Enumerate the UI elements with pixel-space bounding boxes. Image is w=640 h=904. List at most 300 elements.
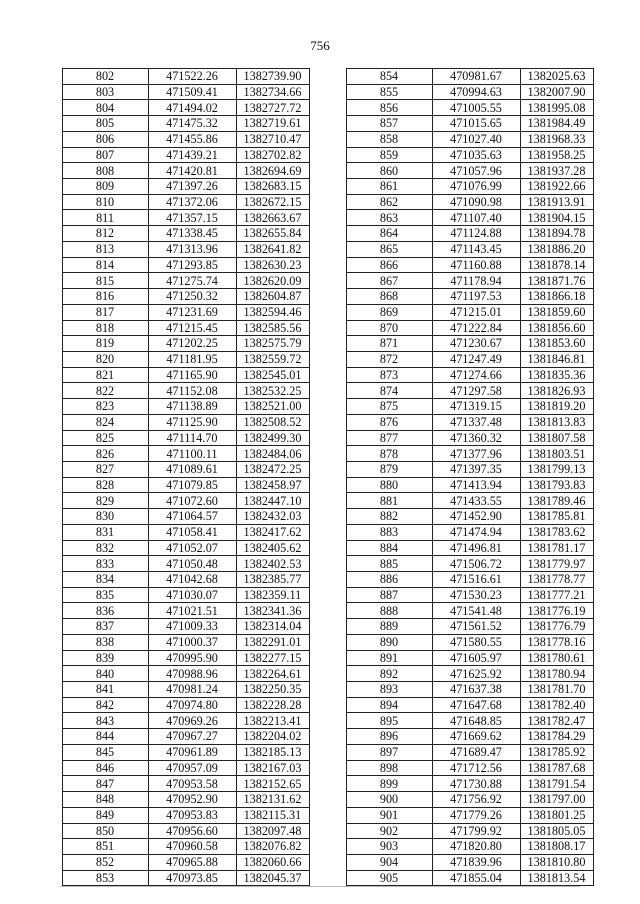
x-coordinate-cell: 471337.48 bbox=[433, 414, 521, 430]
table-row bbox=[347, 147, 594, 163]
y-coordinate-cell: 1381810.80 bbox=[521, 854, 594, 870]
table-row bbox=[63, 367, 310, 383]
y-coordinate-cell: 1381878.14 bbox=[521, 257, 594, 273]
y-coordinate-cell: 1382702.82 bbox=[237, 147, 310, 163]
x-coordinate-cell: 471138.89 bbox=[149, 399, 237, 415]
table-row bbox=[347, 430, 594, 446]
y-coordinate-cell: 1381777.21 bbox=[521, 587, 594, 603]
y-coordinate-cell: 1382385.77 bbox=[237, 572, 310, 588]
table-row bbox=[347, 619, 594, 635]
x-coordinate-cell: 471522.26 bbox=[149, 69, 237, 85]
x-coordinate-cell: 471230.67 bbox=[433, 336, 521, 352]
y-coordinate-cell: 1382314.04 bbox=[237, 619, 310, 635]
table-row bbox=[347, 289, 594, 305]
point-number-cell: 878 bbox=[347, 446, 433, 462]
point-number-cell: 821 bbox=[63, 367, 149, 383]
y-coordinate-cell: 1382185.13 bbox=[237, 744, 310, 760]
x-coordinate-cell: 471297.58 bbox=[433, 383, 521, 399]
point-number-cell: 832 bbox=[63, 540, 149, 556]
point-number-cell: 833 bbox=[63, 556, 149, 572]
point-number-cell: 847 bbox=[63, 776, 149, 792]
point-number-cell: 813 bbox=[63, 241, 149, 257]
y-coordinate-cell: 1381782.47 bbox=[521, 713, 594, 729]
table-row bbox=[63, 100, 310, 116]
y-coordinate-cell: 1382630.23 bbox=[237, 257, 310, 273]
table-row bbox=[347, 572, 594, 588]
table-row bbox=[63, 776, 310, 792]
x-coordinate-cell: 471250.32 bbox=[149, 289, 237, 305]
point-number-cell: 882 bbox=[347, 509, 433, 525]
x-coordinate-cell: 471064.57 bbox=[149, 509, 237, 525]
table-row bbox=[63, 854, 310, 870]
table-row bbox=[347, 273, 594, 289]
x-coordinate-cell: 471076.99 bbox=[433, 179, 521, 195]
point-number-cell: 870 bbox=[347, 320, 433, 336]
y-coordinate-cell: 1382655.84 bbox=[237, 226, 310, 242]
table-row bbox=[63, 839, 310, 855]
table-row bbox=[63, 792, 310, 808]
table-row bbox=[347, 682, 594, 698]
table-row bbox=[63, 807, 310, 823]
table-row bbox=[347, 163, 594, 179]
table-row bbox=[63, 194, 310, 210]
x-coordinate-cell: 470994.63 bbox=[433, 84, 521, 100]
y-coordinate-cell: 1381937.28 bbox=[521, 163, 594, 179]
x-coordinate-cell: 471124.88 bbox=[433, 226, 521, 242]
x-coordinate-cell: 471197.53 bbox=[433, 289, 521, 305]
x-coordinate-cell: 471165.90 bbox=[149, 367, 237, 383]
y-coordinate-cell: 1381835.36 bbox=[521, 367, 594, 383]
point-number-cell: 827 bbox=[63, 461, 149, 477]
x-coordinate-cell: 471009.33 bbox=[149, 619, 237, 635]
table-row bbox=[63, 336, 310, 352]
point-number-cell: 838 bbox=[63, 634, 149, 650]
point-number-cell: 836 bbox=[63, 603, 149, 619]
point-number-cell: 835 bbox=[63, 587, 149, 603]
y-coordinate-cell: 1381856.60 bbox=[521, 320, 594, 336]
y-coordinate-cell: 1382575.79 bbox=[237, 336, 310, 352]
y-coordinate-cell: 1381904.15 bbox=[521, 210, 594, 226]
point-number-cell: 805 bbox=[63, 116, 149, 132]
x-coordinate-cell: 471637.38 bbox=[433, 682, 521, 698]
point-number-cell: 890 bbox=[347, 634, 433, 650]
point-number-cell: 822 bbox=[63, 383, 149, 399]
point-number-cell: 804 bbox=[63, 100, 149, 116]
point-number-cell: 812 bbox=[63, 226, 149, 242]
x-coordinate-cell: 471338.45 bbox=[149, 226, 237, 242]
table-row bbox=[63, 430, 310, 446]
table-row bbox=[63, 572, 310, 588]
y-coordinate-cell: 1382484.06 bbox=[237, 446, 310, 462]
table-row bbox=[347, 823, 594, 839]
table-row bbox=[347, 179, 594, 195]
x-coordinate-cell: 470957.09 bbox=[149, 760, 237, 776]
x-coordinate-cell: 470953.83 bbox=[149, 807, 237, 823]
point-number-cell: 809 bbox=[63, 179, 149, 195]
y-coordinate-cell: 1381913.91 bbox=[521, 194, 594, 210]
point-number-cell: 902 bbox=[347, 823, 433, 839]
y-coordinate-cell: 1382585.56 bbox=[237, 320, 310, 336]
table-row bbox=[347, 603, 594, 619]
y-coordinate-cell: 1381776.79 bbox=[521, 619, 594, 635]
y-coordinate-cell: 1381782.40 bbox=[521, 697, 594, 713]
x-coordinate-cell: 471372.06 bbox=[149, 194, 237, 210]
point-number-cell: 840 bbox=[63, 666, 149, 682]
x-coordinate-cell: 471509.41 bbox=[149, 84, 237, 100]
point-number-cell: 860 bbox=[347, 163, 433, 179]
y-coordinate-cell: 1382521.00 bbox=[237, 399, 310, 415]
y-coordinate-cell: 1382341.36 bbox=[237, 603, 310, 619]
x-coordinate-cell: 471839.96 bbox=[433, 854, 521, 870]
y-coordinate-cell: 1381799.13 bbox=[521, 461, 594, 477]
table-row bbox=[63, 210, 310, 226]
point-number-cell: 846 bbox=[63, 760, 149, 776]
x-coordinate-cell: 471420.81 bbox=[149, 163, 237, 179]
y-coordinate-cell: 1382508.52 bbox=[237, 414, 310, 430]
x-coordinate-cell: 471090.98 bbox=[433, 194, 521, 210]
table-row bbox=[63, 446, 310, 462]
y-coordinate-cell: 1381846.81 bbox=[521, 351, 594, 367]
table-row bbox=[63, 131, 310, 147]
point-number-cell: 866 bbox=[347, 257, 433, 273]
table-row bbox=[347, 792, 594, 808]
table-row bbox=[347, 257, 594, 273]
y-coordinate-cell: 1381779.97 bbox=[521, 556, 594, 572]
point-number-cell: 853 bbox=[63, 870, 149, 886]
table-row bbox=[63, 179, 310, 195]
y-coordinate-cell: 1382458.97 bbox=[237, 477, 310, 493]
y-coordinate-cell: 1382007.90 bbox=[521, 84, 594, 100]
y-coordinate-cell: 1381778.77 bbox=[521, 572, 594, 588]
point-number-cell: 845 bbox=[63, 744, 149, 760]
y-coordinate-cell: 1381781.70 bbox=[521, 682, 594, 698]
x-coordinate-cell: 470981.67 bbox=[433, 69, 521, 85]
table-row bbox=[347, 461, 594, 477]
table-row bbox=[347, 697, 594, 713]
point-number-cell: 811 bbox=[63, 210, 149, 226]
y-coordinate-cell: 1382432.03 bbox=[237, 509, 310, 525]
point-number-cell: 826 bbox=[63, 446, 149, 462]
table-row bbox=[63, 241, 310, 257]
y-coordinate-cell: 1382604.87 bbox=[237, 289, 310, 305]
x-coordinate-cell: 471516.61 bbox=[433, 572, 521, 588]
table-row bbox=[63, 84, 310, 100]
table-row bbox=[63, 477, 310, 493]
x-coordinate-cell: 471357.15 bbox=[149, 210, 237, 226]
y-coordinate-cell: 1381813.54 bbox=[521, 870, 594, 886]
table-row bbox=[63, 540, 310, 556]
table-row bbox=[63, 273, 310, 289]
x-coordinate-cell: 471541.48 bbox=[433, 603, 521, 619]
table-row bbox=[347, 713, 594, 729]
point-number-cell: 879 bbox=[347, 461, 433, 477]
x-coordinate-cell: 471222.84 bbox=[433, 320, 521, 336]
y-coordinate-cell: 1382594.46 bbox=[237, 304, 310, 320]
point-number-cell: 905 bbox=[347, 870, 433, 886]
point-number-cell: 824 bbox=[63, 414, 149, 430]
y-coordinate-cell: 1381793.83 bbox=[521, 477, 594, 493]
x-coordinate-cell: 471712.56 bbox=[433, 760, 521, 776]
point-number-cell: 881 bbox=[347, 493, 433, 509]
y-coordinate-cell: 1382532.25 bbox=[237, 383, 310, 399]
point-number-cell: 900 bbox=[347, 792, 433, 808]
point-number-cell: 901 bbox=[347, 807, 433, 823]
x-coordinate-cell: 471202.25 bbox=[149, 336, 237, 352]
point-number-cell: 817 bbox=[63, 304, 149, 320]
y-coordinate-cell: 1382620.09 bbox=[237, 273, 310, 289]
y-coordinate-cell: 1382499.30 bbox=[237, 430, 310, 446]
table-row bbox=[347, 116, 594, 132]
x-coordinate-cell: 471455.86 bbox=[149, 131, 237, 147]
x-coordinate-cell: 471089.61 bbox=[149, 461, 237, 477]
y-coordinate-cell: 1381984.49 bbox=[521, 116, 594, 132]
y-coordinate-cell: 1382204.02 bbox=[237, 729, 310, 745]
y-coordinate-cell: 1381776.19 bbox=[521, 603, 594, 619]
point-number-cell: 819 bbox=[63, 336, 149, 352]
table-row bbox=[347, 839, 594, 855]
table-row bbox=[63, 729, 310, 745]
x-coordinate-cell: 471756.92 bbox=[433, 792, 521, 808]
point-number-cell: 823 bbox=[63, 399, 149, 415]
table-row bbox=[347, 744, 594, 760]
y-coordinate-cell: 1381787.68 bbox=[521, 760, 594, 776]
point-number-cell: 856 bbox=[347, 100, 433, 116]
y-coordinate-cell: 1382739.90 bbox=[237, 69, 310, 85]
x-coordinate-cell: 471152.08 bbox=[149, 383, 237, 399]
table-row bbox=[347, 524, 594, 540]
y-coordinate-cell: 1382076.82 bbox=[237, 839, 310, 855]
table-row bbox=[347, 336, 594, 352]
x-coordinate-cell: 471413.94 bbox=[433, 477, 521, 493]
y-coordinate-cell: 1382115.31 bbox=[237, 807, 310, 823]
point-number-cell: 886 bbox=[347, 572, 433, 588]
table-row bbox=[347, 351, 594, 367]
table-row bbox=[63, 556, 310, 572]
table-row bbox=[347, 729, 594, 745]
table-row bbox=[347, 320, 594, 336]
point-number-cell: 884 bbox=[347, 540, 433, 556]
point-number-cell: 863 bbox=[347, 210, 433, 226]
x-coordinate-cell: 471027.40 bbox=[433, 131, 521, 147]
x-coordinate-cell: 471160.88 bbox=[433, 257, 521, 273]
x-coordinate-cell: 471072.60 bbox=[149, 493, 237, 509]
point-number-cell: 806 bbox=[63, 131, 149, 147]
point-number-cell: 896 bbox=[347, 729, 433, 745]
y-coordinate-cell: 1382417.62 bbox=[237, 524, 310, 540]
x-coordinate-cell: 471433.55 bbox=[433, 493, 521, 509]
table-row bbox=[347, 367, 594, 383]
table-row bbox=[63, 116, 310, 132]
x-coordinate-cell: 471050.48 bbox=[149, 556, 237, 572]
x-coordinate-cell: 470981.24 bbox=[149, 682, 237, 698]
point-number-cell: 830 bbox=[63, 509, 149, 525]
point-number-cell: 865 bbox=[347, 241, 433, 257]
point-number-cell: 852 bbox=[63, 854, 149, 870]
table-row bbox=[347, 383, 594, 399]
x-coordinate-cell: 471397.26 bbox=[149, 179, 237, 195]
y-coordinate-cell: 1382641.82 bbox=[237, 241, 310, 257]
x-coordinate-cell: 471030.07 bbox=[149, 587, 237, 603]
point-number-cell: 885 bbox=[347, 556, 433, 572]
y-coordinate-cell: 1382405.62 bbox=[237, 540, 310, 556]
point-number-cell: 899 bbox=[347, 776, 433, 792]
y-coordinate-cell: 1381859.60 bbox=[521, 304, 594, 320]
table-row bbox=[63, 383, 310, 399]
table-row bbox=[347, 666, 594, 682]
x-coordinate-cell: 471648.85 bbox=[433, 713, 521, 729]
x-coordinate-cell: 471494.02 bbox=[149, 100, 237, 116]
table-row bbox=[347, 210, 594, 226]
x-coordinate-cell: 470956.60 bbox=[149, 823, 237, 839]
x-coordinate-cell: 471799.92 bbox=[433, 823, 521, 839]
point-number-cell: 867 bbox=[347, 273, 433, 289]
y-coordinate-cell: 1381780.94 bbox=[521, 666, 594, 682]
y-coordinate-cell: 1382447.10 bbox=[237, 493, 310, 509]
table-row bbox=[347, 69, 594, 85]
point-number-cell: 861 bbox=[347, 179, 433, 195]
table-row bbox=[63, 351, 310, 367]
y-coordinate-cell: 1381826.93 bbox=[521, 383, 594, 399]
point-number-cell: 883 bbox=[347, 524, 433, 540]
y-coordinate-cell: 1382025.63 bbox=[521, 69, 594, 85]
x-coordinate-cell: 471730.88 bbox=[433, 776, 521, 792]
table-row bbox=[347, 493, 594, 509]
table-row bbox=[63, 634, 310, 650]
x-coordinate-cell: 471057.96 bbox=[433, 163, 521, 179]
y-coordinate-cell: 1381866.18 bbox=[521, 289, 594, 305]
y-coordinate-cell: 1382167.03 bbox=[237, 760, 310, 776]
table-row bbox=[347, 540, 594, 556]
x-coordinate-cell: 471125.90 bbox=[149, 414, 237, 430]
point-number-cell: 851 bbox=[63, 839, 149, 855]
x-coordinate-cell: 471580.55 bbox=[433, 634, 521, 650]
y-coordinate-cell: 1382402.53 bbox=[237, 556, 310, 572]
x-coordinate-cell: 471475.32 bbox=[149, 116, 237, 132]
table-row bbox=[347, 634, 594, 650]
table-row bbox=[63, 713, 310, 729]
x-coordinate-cell: 470973.85 bbox=[149, 870, 237, 886]
point-number-cell: 854 bbox=[347, 69, 433, 85]
x-coordinate-cell: 470953.58 bbox=[149, 776, 237, 792]
y-coordinate-cell: 1381886.20 bbox=[521, 241, 594, 257]
y-coordinate-cell: 1382710.47 bbox=[237, 131, 310, 147]
table-row bbox=[347, 587, 594, 603]
point-number-cell: 889 bbox=[347, 619, 433, 635]
x-coordinate-cell: 471820.80 bbox=[433, 839, 521, 855]
x-coordinate-cell: 471079.85 bbox=[149, 477, 237, 493]
x-coordinate-cell: 470960.58 bbox=[149, 839, 237, 855]
y-coordinate-cell: 1381871.76 bbox=[521, 273, 594, 289]
x-coordinate-cell: 471452.90 bbox=[433, 509, 521, 525]
x-coordinate-cell: 470969.26 bbox=[149, 713, 237, 729]
table-row bbox=[63, 289, 310, 305]
point-number-cell: 892 bbox=[347, 666, 433, 682]
point-number-cell: 849 bbox=[63, 807, 149, 823]
point-number-cell: 874 bbox=[347, 383, 433, 399]
table-row bbox=[347, 194, 594, 210]
point-number-cell: 841 bbox=[63, 682, 149, 698]
table-row bbox=[347, 241, 594, 257]
y-coordinate-cell: 1381778.16 bbox=[521, 634, 594, 650]
x-coordinate-cell: 471052.07 bbox=[149, 540, 237, 556]
table-row bbox=[63, 870, 310, 886]
x-coordinate-cell: 471360.32 bbox=[433, 430, 521, 446]
table-row bbox=[63, 760, 310, 776]
x-coordinate-cell: 471058.41 bbox=[149, 524, 237, 540]
table-row bbox=[63, 587, 310, 603]
y-coordinate-cell: 1382672.15 bbox=[237, 194, 310, 210]
x-coordinate-cell: 471293.85 bbox=[149, 257, 237, 273]
point-number-cell: 815 bbox=[63, 273, 149, 289]
x-coordinate-cell: 471625.92 bbox=[433, 666, 521, 682]
x-coordinate-cell: 471015.65 bbox=[433, 116, 521, 132]
point-number-cell: 895 bbox=[347, 713, 433, 729]
y-coordinate-cell: 1382727.72 bbox=[237, 100, 310, 116]
table-row bbox=[63, 493, 310, 509]
point-number-cell: 843 bbox=[63, 713, 149, 729]
table-row bbox=[347, 807, 594, 823]
table-row bbox=[63, 509, 310, 525]
y-coordinate-cell: 1381780.61 bbox=[521, 650, 594, 666]
y-coordinate-cell: 1382060.66 bbox=[237, 854, 310, 870]
page-number: 756 bbox=[310, 38, 330, 53]
point-number-cell: 834 bbox=[63, 572, 149, 588]
y-coordinate-cell: 1381995.08 bbox=[521, 100, 594, 116]
point-number-cell: 820 bbox=[63, 351, 149, 367]
table-row bbox=[63, 399, 310, 415]
x-coordinate-cell: 471215.01 bbox=[433, 304, 521, 320]
y-coordinate-cell: 1381808.17 bbox=[521, 839, 594, 855]
y-coordinate-cell: 1382545.01 bbox=[237, 367, 310, 383]
table-row bbox=[347, 477, 594, 493]
x-coordinate-cell: 470967.27 bbox=[149, 729, 237, 745]
y-coordinate-cell: 1382131.62 bbox=[237, 792, 310, 808]
point-number-cell: 837 bbox=[63, 619, 149, 635]
table-row bbox=[63, 226, 310, 242]
point-number-cell: 868 bbox=[347, 289, 433, 305]
coordinate-table-right bbox=[346, 68, 594, 886]
table-row bbox=[63, 461, 310, 477]
y-coordinate-cell: 1382694.69 bbox=[237, 163, 310, 179]
y-coordinate-cell: 1382213.41 bbox=[237, 713, 310, 729]
x-coordinate-cell: 471215.45 bbox=[149, 320, 237, 336]
point-number-cell: 848 bbox=[63, 792, 149, 808]
point-number-cell: 842 bbox=[63, 697, 149, 713]
y-coordinate-cell: 1381807.58 bbox=[521, 430, 594, 446]
point-number-cell: 825 bbox=[63, 430, 149, 446]
x-coordinate-cell: 470974.80 bbox=[149, 697, 237, 713]
x-coordinate-cell: 471274.66 bbox=[433, 367, 521, 383]
x-coordinate-cell: 470952.90 bbox=[149, 792, 237, 808]
point-number-cell: 869 bbox=[347, 304, 433, 320]
point-number-cell: 871 bbox=[347, 336, 433, 352]
point-number-cell: 880 bbox=[347, 477, 433, 493]
x-coordinate-cell: 471474.94 bbox=[433, 524, 521, 540]
point-number-cell: 876 bbox=[347, 414, 433, 430]
point-number-cell: 904 bbox=[347, 854, 433, 870]
point-number-cell: 855 bbox=[347, 84, 433, 100]
y-coordinate-cell: 1382250.35 bbox=[237, 682, 310, 698]
point-number-cell: 859 bbox=[347, 147, 433, 163]
y-coordinate-cell: 1381785.81 bbox=[521, 509, 594, 525]
x-coordinate-cell: 471496.81 bbox=[433, 540, 521, 556]
table-row bbox=[347, 509, 594, 525]
x-coordinate-cell: 470965.88 bbox=[149, 854, 237, 870]
y-coordinate-cell: 1382683.15 bbox=[237, 179, 310, 195]
point-number-cell: 818 bbox=[63, 320, 149, 336]
point-number-cell: 810 bbox=[63, 194, 149, 210]
table-row bbox=[347, 304, 594, 320]
